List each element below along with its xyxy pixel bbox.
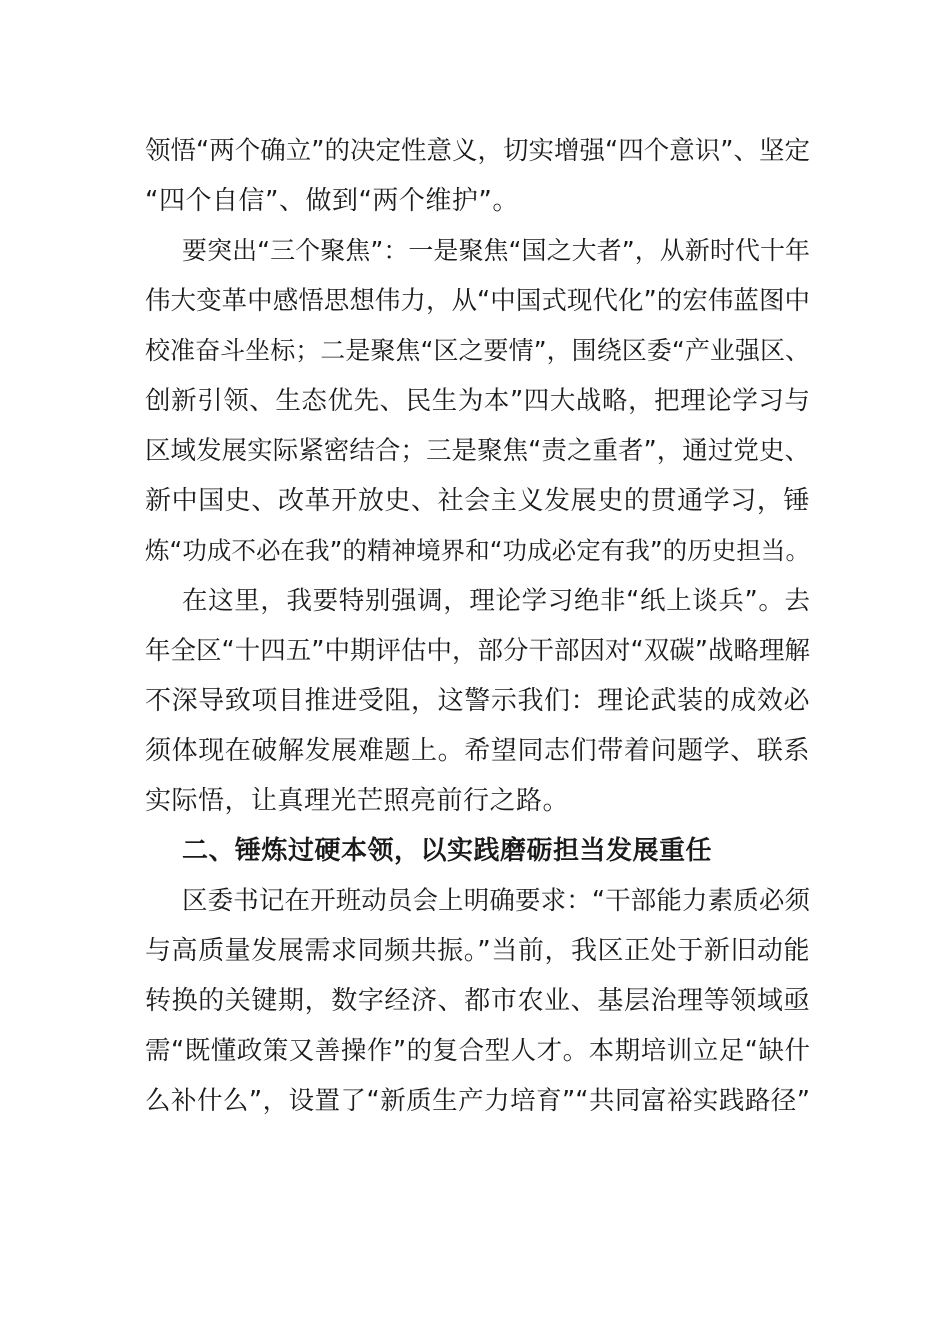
paragraph-line: 新中国史、改革开放史、社会主义发展史的贯通学习，锤 [145,486,810,516]
paragraph-line: 转换的关键期，数字经济、都市农业、基层治理等领域亟 [145,986,810,1016]
paragraph-line: 伟大变革中感悟思想伟力，从“中国式现代化”的宏伟蓝图中 [145,286,810,316]
paragraph-line: 与高质量发展需求同频共振。”当前，我区正处于新旧动能 [145,936,810,966]
paragraph-line: “四个自信”、做到“两个维护”。 [145,186,519,216]
paragraph-line: 年全区“十四五”中期评估中，部分干部因对“双碳”战略理解 [145,636,810,666]
paragraph-line: 要突出“三个聚焦”：一是聚焦“国之大者”，从新时代十年 [182,236,810,265]
paragraph-line: 须体现在破解发展难题上。希望同志们带着问题学、联系 [145,736,810,766]
paragraph-line: 领悟“两个确立”的决定性意义，切实增强“四个意识”、坚定 [145,136,810,166]
paragraph-line: 创新引领、生态优先、民生为本”四大战略，把理论学习与 [145,386,810,416]
document-body [145,126,810,1126]
paragraph-line: 区委书记在开班动员会上明确要求：“干部能力素质必须 [182,886,810,916]
paragraph-line: 在这里，我要特别强调，理论学习绝非“纸上谈兵”。去 [182,586,810,616]
paragraph-line: 实际悟，让真理光芒照亮前行之路。 [145,786,570,816]
paragraph-line: 校准奋斗坐标；二是聚焦“区之要情”，围绕区委“产业强区、 [145,336,810,365]
paragraph-line: 区域发展实际紧密结合；三是聚焦“责之重者”，通过党史、 [145,436,810,466]
paragraph-line: 不深导致项目推进受阻，这警示我们：理论武装的成效必 [145,686,810,716]
paragraph-line: 炼“功成不必在我”的精神境界和“功成必定有我”的历史担当。 [145,536,810,565]
paragraph-line: 么补什么”，设置了“新质生产力培育”“共同富裕实践路径” [145,1086,810,1116]
section-heading: 二、锤炼过硬本领，以实践磨砺担当发展重任 [182,836,713,866]
paragraph-line: 需“既懂政策又善操作”的复合型人才。本期培训立足“缺什 [145,1036,810,1066]
